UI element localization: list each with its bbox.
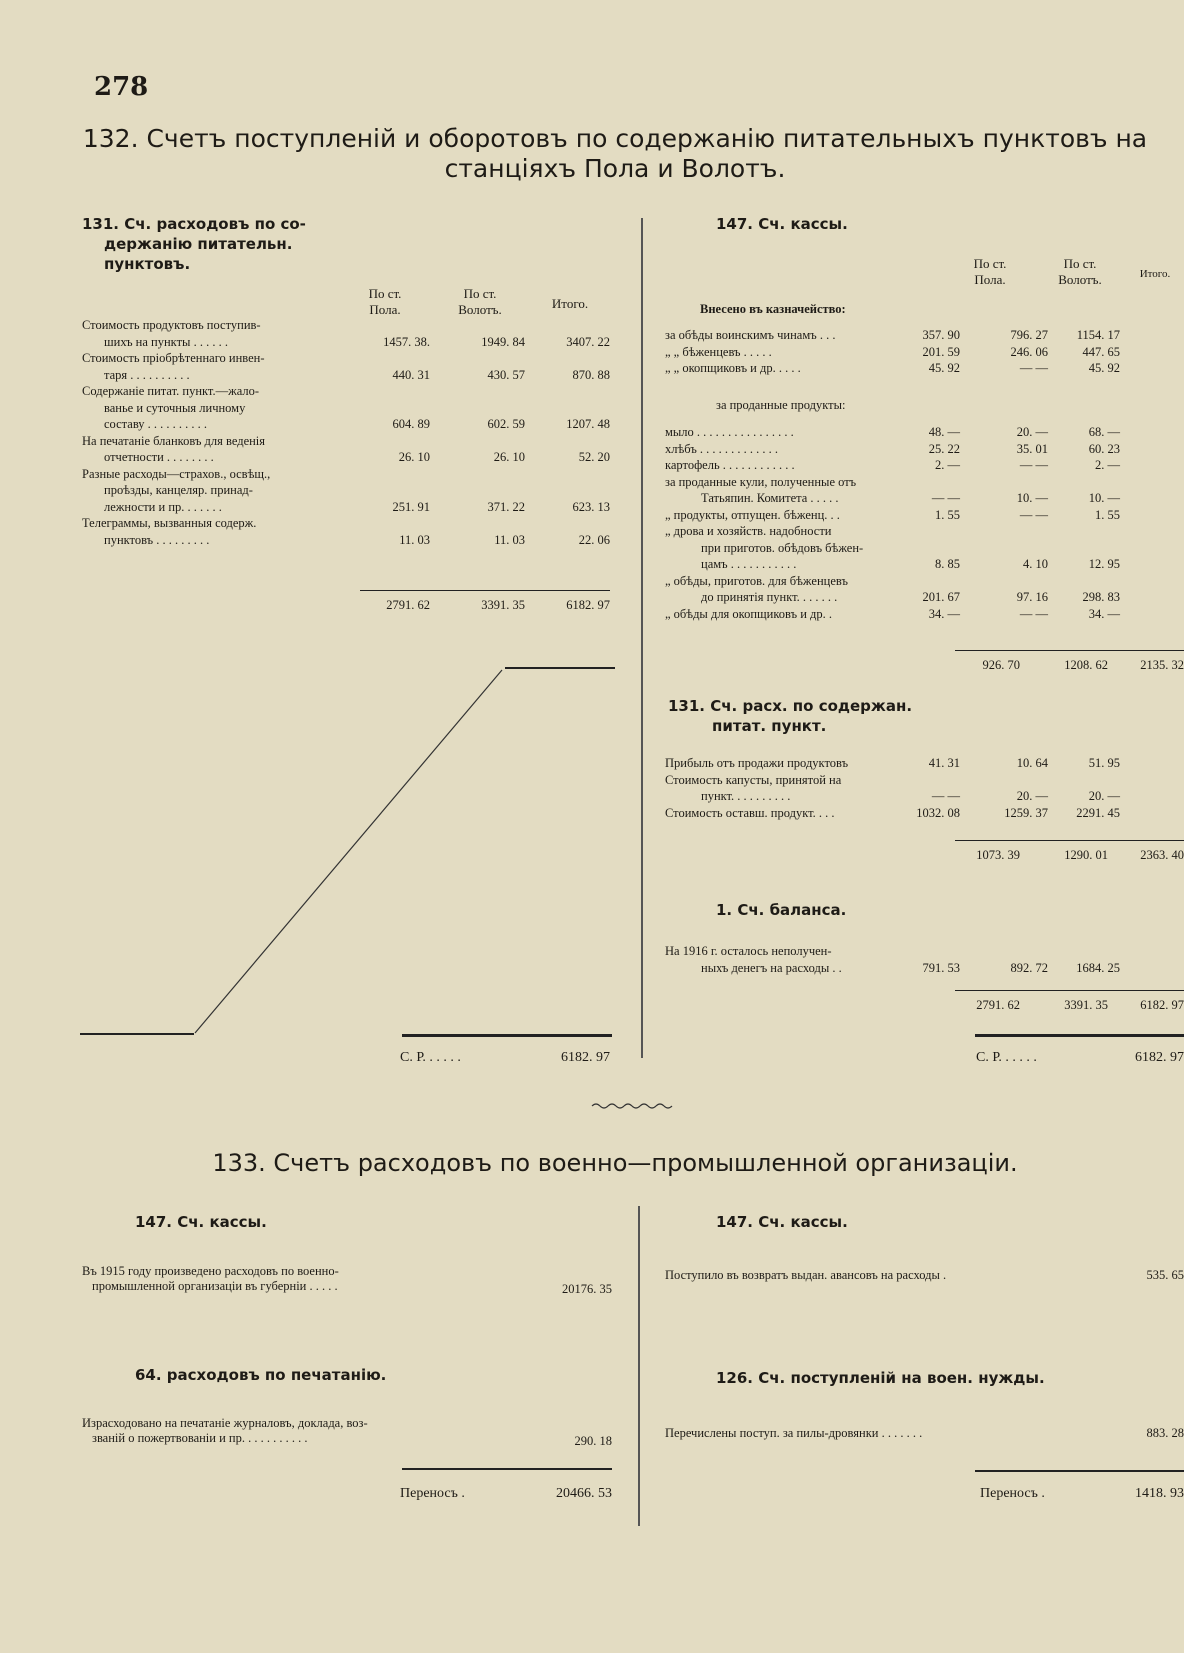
section-132-divider bbox=[641, 218, 643, 1058]
right-total1-pola: 926. 70 bbox=[982, 658, 1020, 672]
right-vneseno-value-volot: — — bbox=[1019, 361, 1048, 375]
right-vneseno-value-pola: 45. 92 bbox=[928, 361, 960, 375]
right-prodannye-value-volot: 4. 10 bbox=[1023, 557, 1048, 571]
right-prodannye-value-volot: — — bbox=[1019, 507, 1048, 522]
right-prodannye-value-volot: 97. 16 bbox=[1016, 590, 1048, 604]
right-total1-rule bbox=[955, 650, 1184, 651]
s133-right-need-heading: 126. Сч. поступленій на воен. нужды. bbox=[716, 1369, 1045, 1387]
s133-right-kassa-text: Поступило въ возвратъ выдан. авансовъ на расходы . bbox=[665, 1268, 947, 1282]
left-sr-rule bbox=[402, 1034, 612, 1037]
left-132-row-text: проѣзды, канцеляр. принад- bbox=[104, 483, 253, 497]
left-132-value-pola: 11. 03 bbox=[399, 532, 430, 547]
right-balance-value-pola: 791. 53 bbox=[922, 960, 960, 975]
right-prodannye-value-volot: 20. — bbox=[1016, 425, 1048, 439]
filler-diagonal bbox=[80, 660, 620, 1040]
left-132-row-text: Стоимость продуктовъ поступив- bbox=[82, 318, 261, 332]
s133-right-need-text: Перечислены поступ. за пилы-дровянки . . . . . . . bbox=[665, 1426, 923, 1440]
right-prodannye-row-text: „ обѣды, приготов. для бѣженцевъ bbox=[665, 573, 848, 588]
s133-right-carry-rule bbox=[975, 1470, 1184, 1472]
left-132-row-text: Телеграммы, вызванныя содерж. bbox=[82, 516, 257, 530]
s133-left-print-heading: 64. расходовъ по печатанію. bbox=[135, 1366, 387, 1384]
right-131-value-pola: 1032. 08 bbox=[916, 805, 960, 820]
right-prodannye-value-itogo: 68. — bbox=[1088, 425, 1120, 439]
s133-left-kassa-value: 20176. 35 bbox=[562, 1282, 612, 1296]
right-balance-row-text: ныхъ денегъ на расходы . . bbox=[701, 960, 842, 975]
s133-left-carry-value: 20466. 53 bbox=[556, 1486, 612, 1501]
right-prodannye-row-text: за проданные кули, полученные отъ bbox=[665, 474, 857, 489]
right-vneseno-value-volot: 796. 27 bbox=[1010, 328, 1048, 342]
right-prodannye-value-volot: — — bbox=[1019, 606, 1048, 621]
right-prodannye-value-itogo: 298. 83 bbox=[1082, 590, 1120, 604]
right-131-value-volot: 20. — bbox=[1016, 789, 1048, 803]
left-132-value-volot: 1949. 84 bbox=[481, 334, 525, 349]
right-prodannye-row-text: до принятія пункт. . . . . . . bbox=[701, 590, 838, 604]
right-prodannye-value-itogo: 60. 23 bbox=[1088, 441, 1120, 456]
left-132-value-volot: 602. 59 bbox=[487, 417, 525, 431]
left-132-value-pola: 440. 31 bbox=[392, 367, 430, 382]
right-prodannye-value-pola: 8. 85 bbox=[935, 557, 960, 571]
right-balance-value-itogo: 1684. 25 bbox=[1076, 960, 1120, 975]
right-balance-heading: 1. Сч. баланса. bbox=[716, 901, 847, 919]
left-131-heading-l3: пунктовъ. bbox=[104, 255, 191, 273]
section-132-title-line1: 132. Счетъ поступленій и оборотовъ по содержанію питательныхъ пунктовъ на bbox=[82, 124, 1148, 153]
right-prodannye-value-volot: 10. — bbox=[1016, 491, 1048, 505]
left-sr-label: С. Р. . . . . . bbox=[400, 1050, 461, 1065]
right-131-value-itogo: 51. 95 bbox=[1088, 756, 1120, 770]
right-131-value-pola: 41. 31 bbox=[928, 756, 960, 770]
right-prodannye-value-itogo: 10. — bbox=[1088, 491, 1120, 505]
right-sr-label: С. Р. . . . . . bbox=[976, 1050, 1037, 1065]
right-sr-value: 6182. 97 bbox=[1135, 1050, 1184, 1065]
right-vneseno-row-text: за обѣды воинскимъ чинамъ . . . bbox=[665, 328, 836, 342]
right-prodannye-value-pola: 2. — bbox=[935, 458, 960, 472]
right-prodannye-row-text: „ обѣды для окопщиковъ и др. . bbox=[665, 606, 833, 621]
right-131-heading bbox=[668, 696, 912, 736]
s133-right-need-value: 883. 28 bbox=[1146, 1426, 1184, 1440]
right-prodannye-value-itogo: 2. — bbox=[1095, 458, 1120, 472]
left-131-heading bbox=[82, 214, 382, 274]
right-131-heading-l2: питат. пункт. bbox=[712, 717, 827, 735]
right-total2-pola: 1073. 39 bbox=[976, 848, 1020, 862]
left-132-value-volot: 371. 22 bbox=[487, 499, 525, 514]
right-prodannye-value-pola: 201. 67 bbox=[922, 590, 960, 604]
right-balance-row-text: На 1916 г. осталось неполучен- bbox=[665, 944, 832, 958]
right-prodannye-value-pola: — — bbox=[931, 491, 960, 505]
left-131-heading-l1: 131. Сч. расходовъ по со- bbox=[82, 215, 306, 233]
right-131-heading-l1: 131. Сч. расх. по содержан. bbox=[668, 697, 913, 715]
squiggle-divider bbox=[590, 1100, 680, 1112]
s133-left-carry-rule bbox=[402, 1468, 612, 1470]
right-vneseno-value-itogo: 45. 92 bbox=[1088, 361, 1120, 375]
right-prodannye-value-volot: — — bbox=[1019, 458, 1048, 472]
left-132-value-itogo: 870. 88 bbox=[572, 367, 610, 382]
left-132-row-text: На печатаніе бланковъ для веденія bbox=[82, 433, 266, 448]
right-131-row-text: Стоимость оставш. продукт. . . . bbox=[665, 805, 835, 820]
left-col-header-volot: По ст. Волотъ. bbox=[458, 286, 502, 317]
left-total-volot: 3391. 35 bbox=[481, 598, 525, 612]
right-131-value-pola: — — bbox=[931, 789, 960, 803]
right-vneseno-value-itogo: 1154. 17 bbox=[1076, 328, 1120, 342]
left-132-value-volot: 430. 57 bbox=[487, 367, 525, 382]
right-prodannye-value-pola: 25. 22 bbox=[928, 441, 960, 456]
left-total-rule bbox=[360, 590, 610, 591]
left-132-value-itogo: 1207. 48 bbox=[566, 417, 610, 431]
right-total3-pola: 2791. 62 bbox=[976, 998, 1020, 1012]
left-132-value-pola: 1457. 38. bbox=[383, 334, 430, 349]
right-131-value-volot: 1259. 37 bbox=[1004, 805, 1048, 820]
right-vneseno-label: Внесено въ казначейство: bbox=[700, 302, 846, 316]
section-132-title bbox=[60, 124, 1170, 184]
left-132-row-text: лежности и пр. . . . . . . bbox=[104, 499, 222, 514]
right-prodannye-label: за проданные продукты: bbox=[716, 398, 846, 412]
left-132-row-text: Стоимость пріобрѣтеннаго инвен- bbox=[82, 351, 265, 365]
right-sr-rule bbox=[975, 1034, 1184, 1037]
right-total2-volot: 1290. 01 bbox=[1064, 848, 1108, 862]
page-number: 278 bbox=[94, 72, 149, 102]
right-prodannye-row-text: Татьяпин. Комитета . . . . . bbox=[701, 491, 839, 505]
right-prodannye-value-pola: 48. — bbox=[928, 425, 960, 439]
s133-left-print-text-l2: званій о пожертвованіи и пр. . . . . . . . . . . bbox=[92, 1431, 308, 1445]
left-total-itogo: 6182. 97 bbox=[566, 598, 610, 612]
right-131-row-text: Стоимость капусты, принятой на bbox=[665, 772, 842, 787]
right-vneseno-row-text: „ „ бѣженцевъ . . . . . bbox=[665, 344, 772, 359]
left-132-row-text: шихъ на пункты . . . . . . bbox=[104, 334, 228, 349]
right-total2-rule bbox=[955, 840, 1184, 841]
left-sr-value: 6182. 97 bbox=[561, 1050, 610, 1065]
s133-left-kassa-row bbox=[82, 1264, 612, 1294]
right-col-header-volot: По ст. Волотъ. bbox=[1058, 256, 1102, 287]
section-133-divider bbox=[638, 1206, 640, 1526]
s133-right-carry-value: 1418. 93 bbox=[1135, 1486, 1184, 1501]
right-prodannye-row-text: „ продукты, отпущен. бѣженц. . . bbox=[665, 507, 840, 522]
left-132-value-itogo: 52. 20 bbox=[578, 450, 610, 464]
right-prodannye-value-itogo: 34. — bbox=[1088, 606, 1120, 621]
right-prodannye-row-text: при приготов. обѣдовъ бѣжен- bbox=[701, 540, 864, 555]
s133-left-kassa-text-l1: Въ 1915 году произведено расходовъ по военно- bbox=[82, 1264, 339, 1278]
left-132-row-text: пунктовъ . . . . . . . . . bbox=[104, 532, 210, 547]
s133-left-kassa-text-l2: промышленной организаціи въ губерніи . . . . . bbox=[92, 1279, 338, 1293]
left-132-row-text: Содержаніе питат. пункт.—жало- bbox=[82, 384, 260, 398]
right-131-row-text: пункт. . . . . . . . . . bbox=[701, 789, 791, 803]
s133-right-carry-label: Переносъ . bbox=[980, 1486, 1045, 1501]
right-prodannye-value-pola: 1. 55 bbox=[935, 507, 960, 522]
right-balance-value-volot: 892. 72 bbox=[1010, 960, 1048, 975]
left-total-pola: 2791. 62 bbox=[386, 598, 430, 612]
s133-left-print-text-l1: Израсходовано на печатаніе журналовъ, доклада, воз- bbox=[82, 1416, 368, 1430]
right-kassa-heading: 147. Сч. кассы. bbox=[716, 215, 848, 233]
right-total1-volot: 1208. 62 bbox=[1064, 658, 1108, 672]
right-vneseno-row-text: „ „ окопщиковъ и др. . . . . bbox=[665, 361, 801, 375]
right-col-header-pola: По ст. Пола. bbox=[973, 256, 1007, 287]
left-132-value-pola: 251. 91 bbox=[392, 499, 430, 514]
right-vneseno-value-itogo: 447. 65 bbox=[1082, 344, 1120, 359]
left-132-value-pola: 604. 89 bbox=[392, 417, 430, 431]
left-132-value-itogo: 22. 06 bbox=[578, 532, 610, 547]
right-prodannye-row-text: картофель . . . . . . . . . . . . bbox=[665, 458, 795, 472]
right-total2-itogo: 2363. 40 bbox=[1140, 848, 1184, 862]
section-132-title-line2: станціяхъ Пола и Волотъ. bbox=[444, 154, 786, 183]
s133-left-kassa-heading: 147. Сч. кассы. bbox=[135, 1213, 267, 1231]
left-132-row-text: Разные расходы—страхов., освѣщ., bbox=[82, 466, 271, 481]
right-prodannye-row-text: „ дрова и хозяйств. надобности bbox=[665, 524, 832, 538]
right-total3-rule bbox=[955, 990, 1184, 991]
right-131-value-itogo: 2291. 45 bbox=[1076, 805, 1120, 820]
left-131-heading-l2: держанію питательн. bbox=[104, 235, 293, 253]
right-131-value-itogo: 20. — bbox=[1088, 789, 1120, 803]
s133-left-carry-label: Переносъ . bbox=[400, 1486, 465, 1501]
s133-right-kassa-heading: 147. Сч. кассы. bbox=[716, 1213, 848, 1231]
right-prodannye-value-itogo: 1. 55 bbox=[1095, 507, 1120, 522]
right-total3-volot: 3391. 35 bbox=[1064, 998, 1108, 1012]
left-132-value-volot: 11. 03 bbox=[494, 532, 525, 547]
section-133-title: 133. Счетъ расходовъ по военно—промышленной организаціи. bbox=[212, 1149, 1018, 1177]
left-132-row-text: отчетности . . . . . . . . bbox=[104, 450, 214, 464]
s133-right-kassa-value: 535. 65 bbox=[1146, 1268, 1184, 1282]
right-prodannye-value-volot: 35. 01 bbox=[1016, 441, 1048, 456]
right-total1-itogo: 2135. 32 bbox=[1140, 658, 1184, 672]
right-vneseno-value-pola: 357. 90 bbox=[922, 328, 960, 342]
right-prodannye-value-itogo: 12. 95 bbox=[1088, 557, 1120, 571]
s133-left-print-row bbox=[82, 1416, 612, 1446]
right-col-header-itogo: Итого. bbox=[1139, 268, 1171, 280]
right-prodannye-row-text: хлѣбъ . . . . . . . . . . . . . bbox=[665, 441, 779, 456]
right-vneseno-value-pola: 201. 59 bbox=[922, 344, 960, 359]
left-132-value-itogo: 3407. 22 bbox=[566, 334, 610, 349]
right-total3-itogo: 6182. 97 bbox=[1140, 998, 1184, 1012]
right-prodannye-row-text: мыло . . . . . . . . . . . . . . . . bbox=[665, 425, 794, 439]
left-132-value-itogo: 623. 13 bbox=[572, 499, 610, 514]
left-132-value-pola: 26. 10 bbox=[398, 450, 430, 464]
right-prodannye-value-pola: 34. — bbox=[928, 606, 960, 621]
left-col-header-itogo: Итого. bbox=[551, 296, 589, 311]
right-131-value-volot: 10. 64 bbox=[1016, 756, 1048, 770]
left-132-row-text: составу . . . . . . . . . . bbox=[104, 417, 208, 431]
left-132-row-text: ванье и суточныя личному bbox=[104, 400, 246, 415]
left-132-row-text: таря . . . . . . . . . . bbox=[104, 367, 190, 382]
left-132-value-volot: 26. 10 bbox=[493, 450, 525, 464]
s133-left-print-value: 290. 18 bbox=[574, 1434, 612, 1448]
filler-diagonal-line bbox=[195, 670, 502, 1033]
right-131-row-text: Прибыль отъ продажи продуктовъ bbox=[665, 756, 849, 770]
left-col-header-pola: По ст. Пола. bbox=[368, 286, 402, 317]
right-vneseno-value-volot: 246. 06 bbox=[1010, 344, 1048, 359]
right-prodannye-row-text: цамъ . . . . . . . . . . . bbox=[701, 557, 797, 571]
